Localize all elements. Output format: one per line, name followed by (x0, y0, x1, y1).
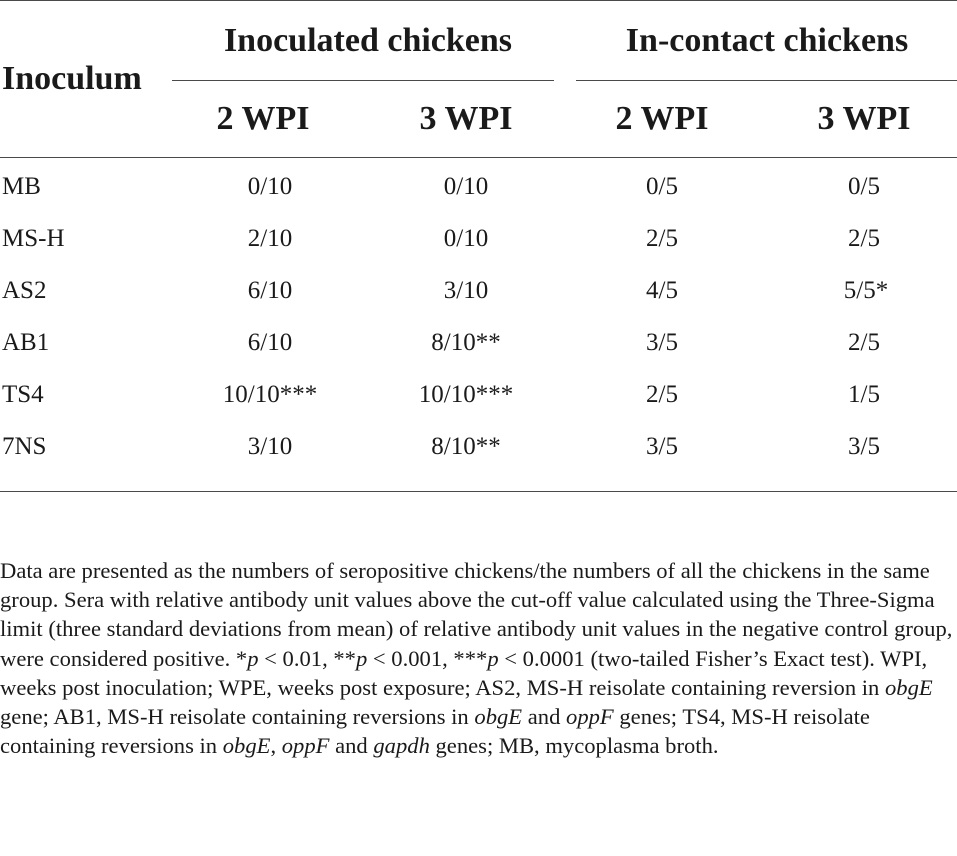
header-inoculated-chickens: Inoculated chickens (223, 22, 513, 59)
row-name: 7NS (2, 433, 47, 460)
subheader-contact-2wpi: 2 WPI (615, 100, 709, 137)
row-name: TS4 (2, 381, 44, 408)
subheader-inoc-3wpi: 3 WPI (419, 100, 513, 137)
subheader-inoc-2wpi: 2 WPI (216, 100, 310, 137)
table-cell: 3/5 (848, 433, 880, 460)
table-bottom-rule (0, 491, 957, 492)
table-cell: 3/10 (247, 433, 293, 460)
table-cell: 0/5 (848, 173, 880, 200)
table-cell: 10/10*** (418, 381, 514, 408)
table-cell: 0/10 (247, 173, 293, 200)
table-cell: 2/5 (646, 381, 678, 408)
subheader-contact-3wpi: 3 WPI (817, 100, 911, 137)
group2-underline (576, 80, 957, 81)
table-cell: 3/5 (646, 329, 678, 356)
table-cell: 0/10 (443, 173, 489, 200)
table-cell: 2/5 (848, 225, 880, 252)
table-cell: 0/10 (443, 225, 489, 252)
table-top-rule (0, 0, 957, 1)
header-bottom-rule (0, 157, 957, 158)
table-cell: 2/5 (848, 329, 880, 356)
table-cell: 6/10 (247, 277, 293, 304)
row-name: AB1 (2, 329, 50, 356)
table-cell: 10/10*** (222, 381, 318, 408)
group1-underline (172, 80, 554, 81)
row-name: MS-H (2, 225, 65, 252)
table-cell: 2/5 (646, 225, 678, 252)
table-cell: 3/10 (443, 277, 489, 304)
header-in-contact-chickens: In-contact chickens (625, 22, 909, 59)
table-cell: 3/5 (646, 433, 678, 460)
row-name: MB (2, 173, 41, 200)
row-name: AS2 (2, 277, 47, 304)
table-cell: 2/10 (247, 225, 293, 252)
table-cell: 4/5 (646, 277, 678, 304)
header-inoculum: Inoculum (2, 60, 142, 97)
table-cell: 0/5 (646, 173, 678, 200)
table-footnote: Data are presented as the numbers of seropositive chickens/the numbers of all the chickens in the same group. Sera with relative antibody unit values above the cut-off value calculated using the Three-Sigma limit (three standard deviations from mean) of relative antibody unit values in the negative control group, were considered positive. *p < 0.01, **p < 0.001, ***p < 0.0001 (two-tailed Fisher’s Exact test). WPI, weeks post inoculation; WPE, weeks post exposure; AS2, MS-H reisolate containing reversion in obgE gene; AB1, MS-H reisolate containing reversions in obgE and oppF genes; TS4, MS-H reisolate containing reversions in obgE, oppF and gapdh genes; MB, mycoplasma broth. (0, 558, 953, 759)
table-cell: 8/10** (431, 329, 501, 356)
table-cell: 1/5 (848, 381, 880, 408)
table-cell: 5/5* (843, 277, 889, 304)
table-cell: 8/10** (431, 433, 501, 460)
table-cell: 6/10 (247, 329, 293, 356)
